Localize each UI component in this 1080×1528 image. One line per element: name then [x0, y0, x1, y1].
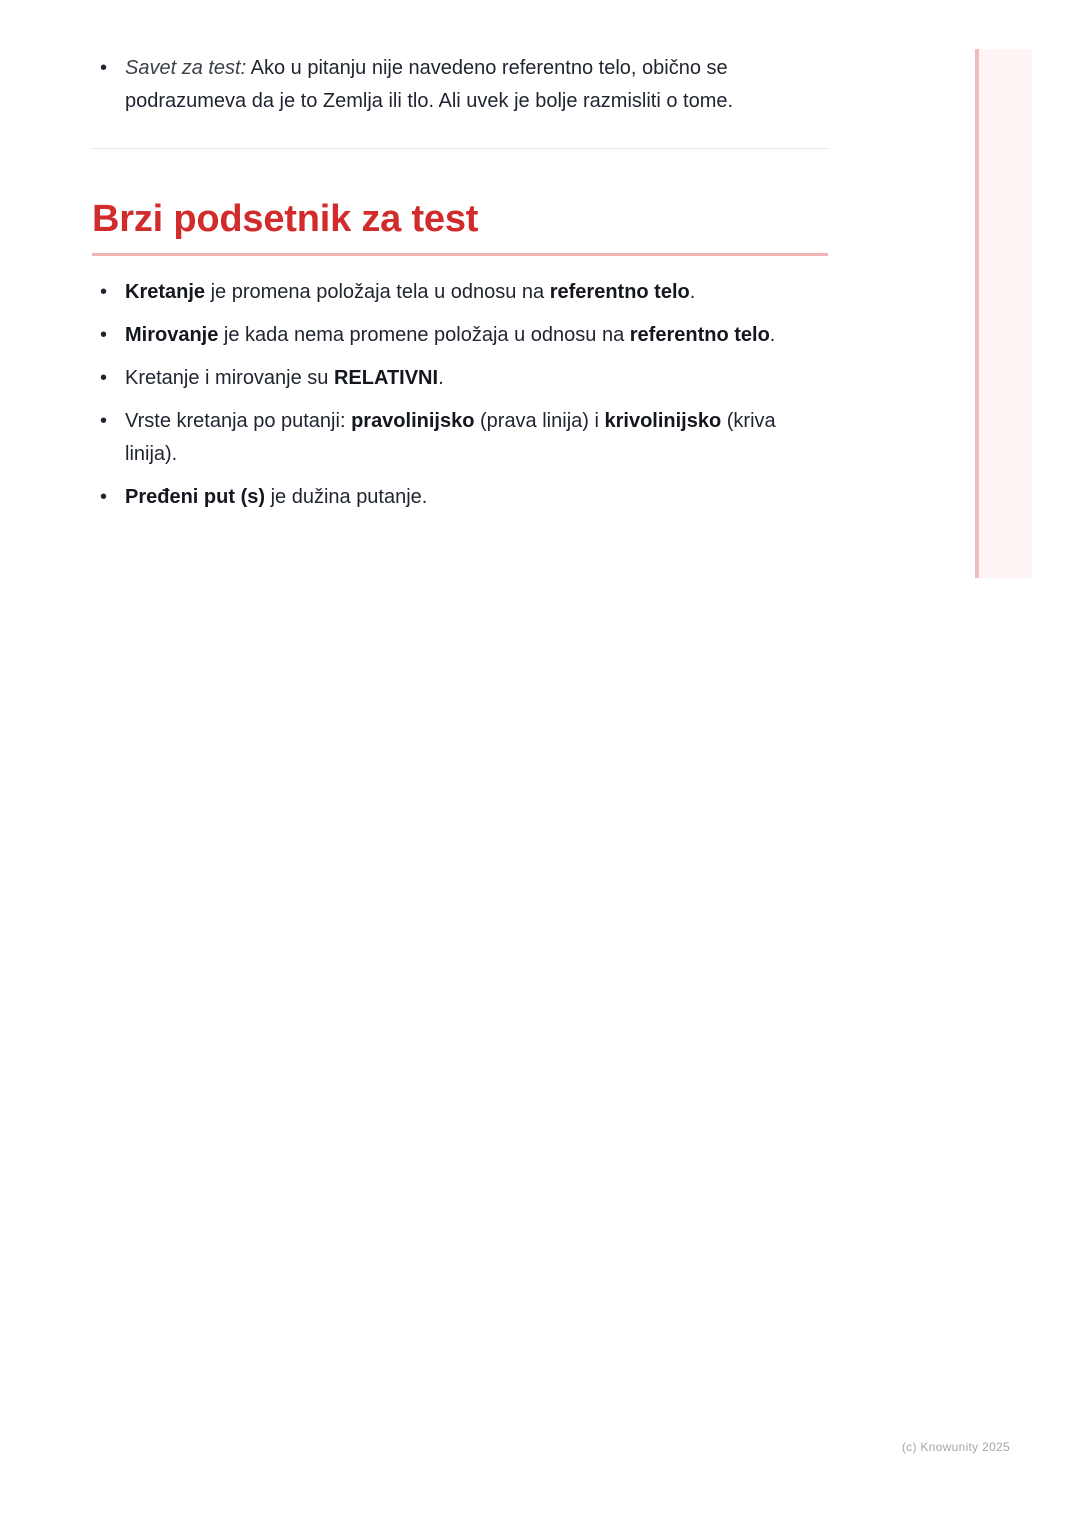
bullet-icon: • — [100, 324, 108, 346]
copyright-footer: (c) Knowunity 2025 — [901, 1440, 1010, 1454]
term: pravolinijsko — [351, 410, 475, 432]
item-text: (kriva linija). — [125, 410, 776, 465]
item-text: . — [438, 367, 444, 389]
term: referentno telo — [629, 324, 770, 346]
term: referentno telo — [549, 281, 690, 303]
bullet-icon: • — [100, 57, 108, 79]
bullet-icon: • — [100, 281, 108, 303]
list-item — [92, 362, 828, 395]
item-text: Kretanje i mirovanje su — [125, 367, 334, 389]
item-text: Vrste kretanja po putanji: — [125, 410, 352, 432]
heading-underline — [92, 253, 828, 256]
list-item — [92, 481, 828, 514]
bullet-icon: • — [100, 367, 108, 389]
item-text: je promena položaja tela u odnosu na — [205, 281, 550, 303]
term: Mirovanje — [125, 324, 219, 346]
list-item — [92, 52, 828, 118]
summary-list — [92, 276, 828, 524]
tip-text: Ako u pitanju nije navedeno referentno telo, obično se podrazumeva da je to Zemlja ili tlo. Ali uvek je bolje razmisliti o tome. — [125, 57, 734, 112]
item-text: (prava linija) i — [474, 410, 605, 432]
bullet-icon: • — [100, 486, 108, 508]
list-item — [92, 319, 828, 352]
bullet-icon: • — [100, 410, 108, 432]
section-title: Brzi podsetnik za test — [92, 198, 479, 240]
tip-list — [92, 52, 828, 118]
term: Kretanje — [125, 281, 206, 303]
list-item — [92, 405, 828, 471]
section-divider — [92, 148, 828, 149]
term: RELATIVNI — [333, 367, 439, 389]
item-text: . — [689, 281, 696, 303]
item-text: je dužina putanje. — [265, 486, 428, 508]
tip-label: Savet za test: — [125, 57, 247, 79]
side-note-panel — [975, 49, 1032, 578]
term: krivolinijsko — [604, 410, 722, 432]
term: Pređeni put (s) — [125, 486, 266, 508]
item-text: je kada nema promene položaja u odnosu na — [218, 324, 630, 346]
list-item — [92, 276, 828, 309]
item-text: . — [769, 324, 776, 346]
